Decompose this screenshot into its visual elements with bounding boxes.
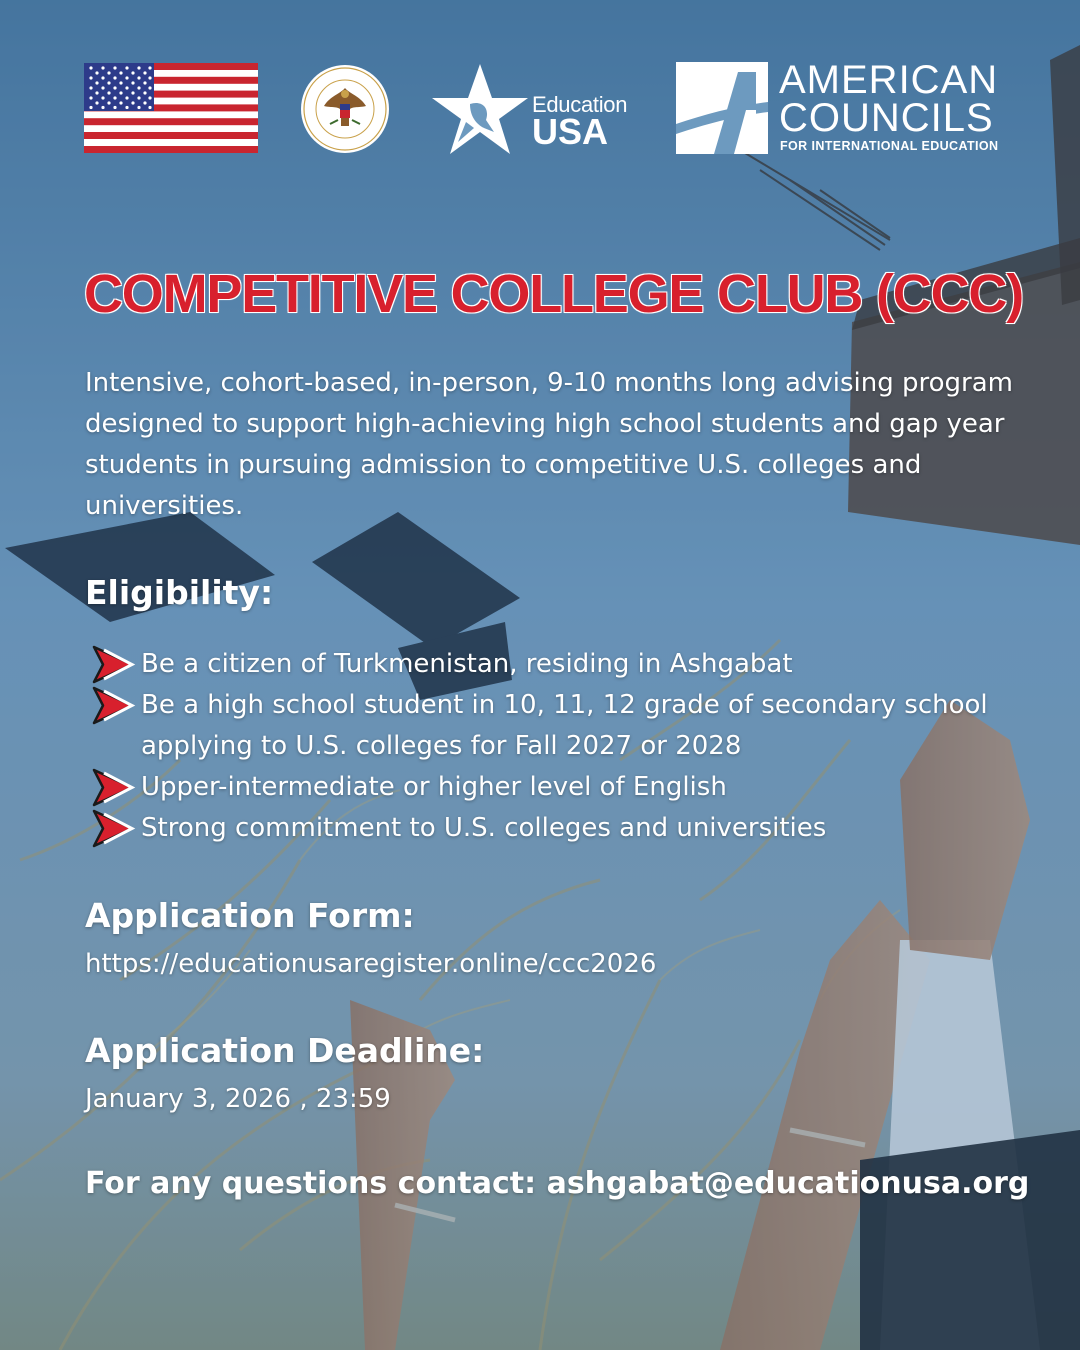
us-flag-icon: [84, 63, 258, 153]
program-description: Intensive, cohort-based, in-person, 9-10 months long advising program designed to support high-achieving high school students and gap year students in pursuing admission to competitive U.S. colleges and universities.: [85, 368, 1013, 521]
deadline-heading: Application Deadline:: [85, 1031, 485, 1070]
embassy-seal-icon: [300, 64, 390, 154]
contact-email-link[interactable]: ashgabat@educationusa.org: [546, 1166, 1030, 1201]
eligibility-item-text: Be a citizen of Turkmenistan, residing in Ashgabat: [141, 649, 793, 679]
contact-label: For any questions contact:: [85, 1166, 537, 1201]
eligibility-list: [90, 644, 1040, 849]
chevron-right-icon: [90, 808, 136, 849]
application-form-link[interactable]: https://educationusaregister.online/ccc2026: [85, 949, 657, 979]
american-councils-logo: [676, 58, 1036, 157]
chevron-right-icon: [90, 685, 136, 726]
list-item: [90, 767, 1040, 808]
american-councils-line2: COUNCILS: [779, 96, 994, 140]
education-usa-star-icon: [430, 62, 530, 156]
eligibility-item-text: Strong commitment to U.S. colleges and universities: [141, 813, 827, 843]
american-councils-line1: AMERICAN: [779, 58, 999, 102]
list-item: [90, 685, 1040, 767]
eligibility-item-text: Be a high school student in 10, 11, 12 grade of secondary school applying to U.S. colleges for Fall 2027 or 2028: [141, 690, 988, 761]
education-usa-line1: Education: [532, 92, 628, 117]
eligibility-heading: Eligibility:: [85, 573, 274, 612]
contact-line: [85, 1162, 1045, 1206]
american-councils-mark-icon: [676, 62, 768, 154]
eligibility-item-text: Upper-intermediate or higher level of English: [141, 772, 727, 802]
education-usa-logo: [430, 62, 645, 156]
chevron-right-icon: [90, 644, 136, 685]
application-form-heading: Application Form:: [85, 896, 415, 935]
list-item: [90, 644, 1040, 685]
chevron-right-icon: [90, 767, 136, 808]
american-councils-line3: FOR INTERNATIONAL EDUCATION: [780, 139, 999, 153]
page-title: COMPETITIVE COLLEGE CLUB (CCC): [84, 264, 1023, 324]
education-usa-line2: USA: [532, 111, 609, 152]
deadline-value: January 3, 2026 , 23:59: [85, 1084, 391, 1114]
seal-text: [0, 0, 1, 1]
partner-logos: [0, 0, 1080, 170]
list-item: [90, 808, 1040, 849]
